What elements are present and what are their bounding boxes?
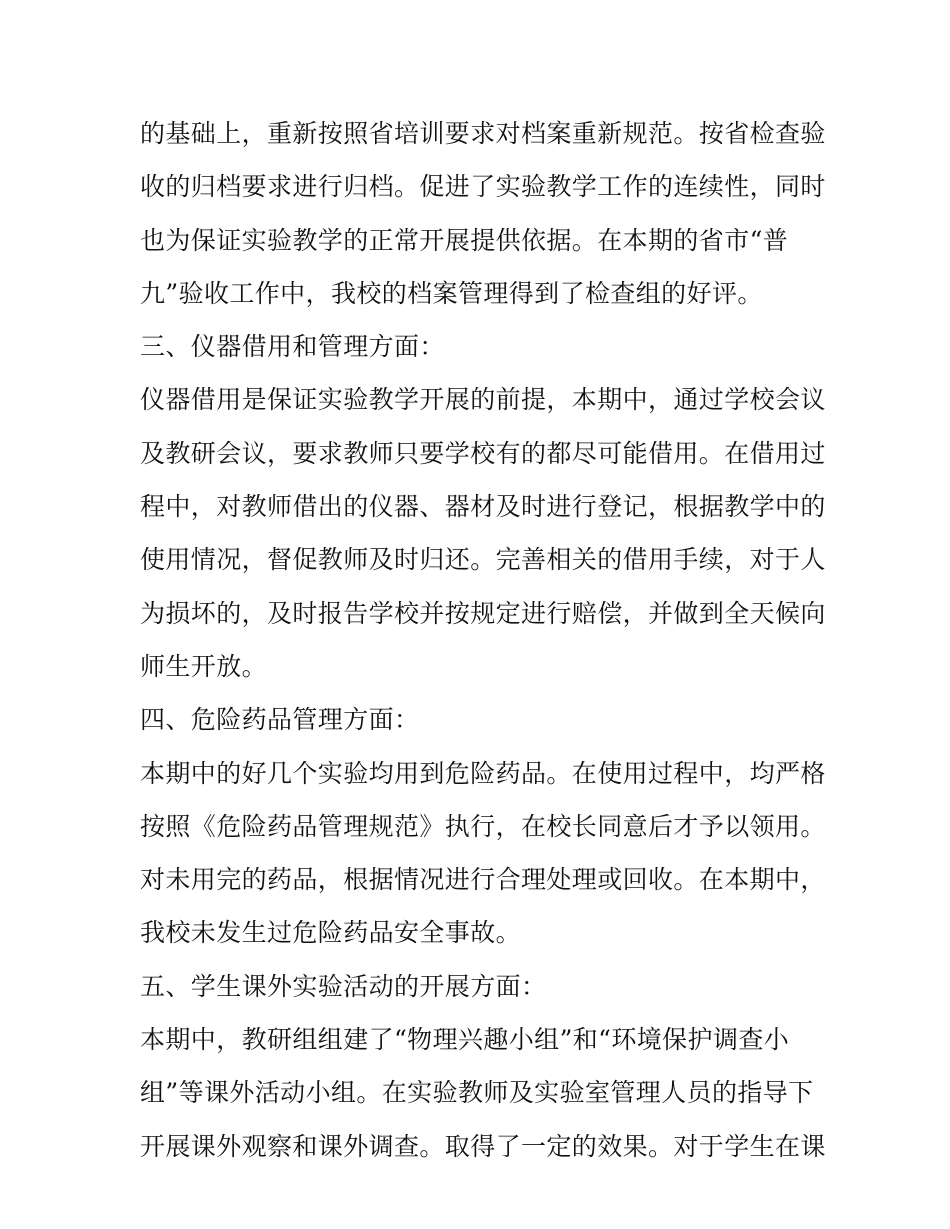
text-line: 按照《危险药品管理规范》执行，在校长同意后才予以领用。 xyxy=(140,811,826,841)
text-line: 的基础上，重新按照省培训要求对档案重新规范。按省检查验 xyxy=(140,119,826,148)
text-line: 本期中，教研组组建了“物理兴趣小组”和“环境保护调查小 xyxy=(140,1025,790,1055)
text-line: 开展课外观察和课外调查。取得了一定的效果。对于学生在课 xyxy=(140,1131,826,1161)
text-line: 我校未发生过危险药品安全事故。 xyxy=(140,918,522,948)
text-line: 对未用完的药品，根据情况进行合理处理或回收。在本期中， xyxy=(140,865,826,895)
text-line: 九”验收工作中，我校的档案管理得到了检查组的好评。 xyxy=(140,278,763,308)
text-line: 师生开放。 xyxy=(140,651,268,681)
section-heading-extracurricular: 五、学生课外实验活动的开展方面： xyxy=(140,971,547,1001)
text-line: 收的归档要求进行归档。促进了实验教学工作的连续性，同时 xyxy=(140,172,826,202)
text-line: 使用情况，督促教师及时归还。完善相关的借用手续，对于人 xyxy=(140,545,826,575)
document-body xyxy=(140,107,826,1173)
text-line: 仪器借用是保证实验教学开展的前提，本期中，通过学校会议 xyxy=(140,385,826,415)
text-line: 组”等课外活动小组。在实验教师及实验室管理人员的指导下 xyxy=(140,1078,814,1108)
text-line: 为损坏的，及时报告学校并按规定进行赔偿，并做到全天候向 xyxy=(140,598,826,628)
text-line: 本期中的好几个实验均用到危险药品。在使用过程中，均严格 xyxy=(140,758,826,788)
text-line: 程中，对教师借出的仪器、器材及时进行登记，根据教学中的 xyxy=(140,492,826,522)
text-line: 及教研会议，要求教师只要学校有的都尽可能借用。在借用过 xyxy=(140,438,826,468)
section-heading-instruments: 三、仪器借用和管理方面： xyxy=(140,332,445,362)
section-heading-hazardous-chemicals: 四、危险药品管理方面： xyxy=(140,705,420,735)
text-line: 也为保证实验教学的正常开展提供依据。在本期的省市“普 xyxy=(140,225,789,255)
